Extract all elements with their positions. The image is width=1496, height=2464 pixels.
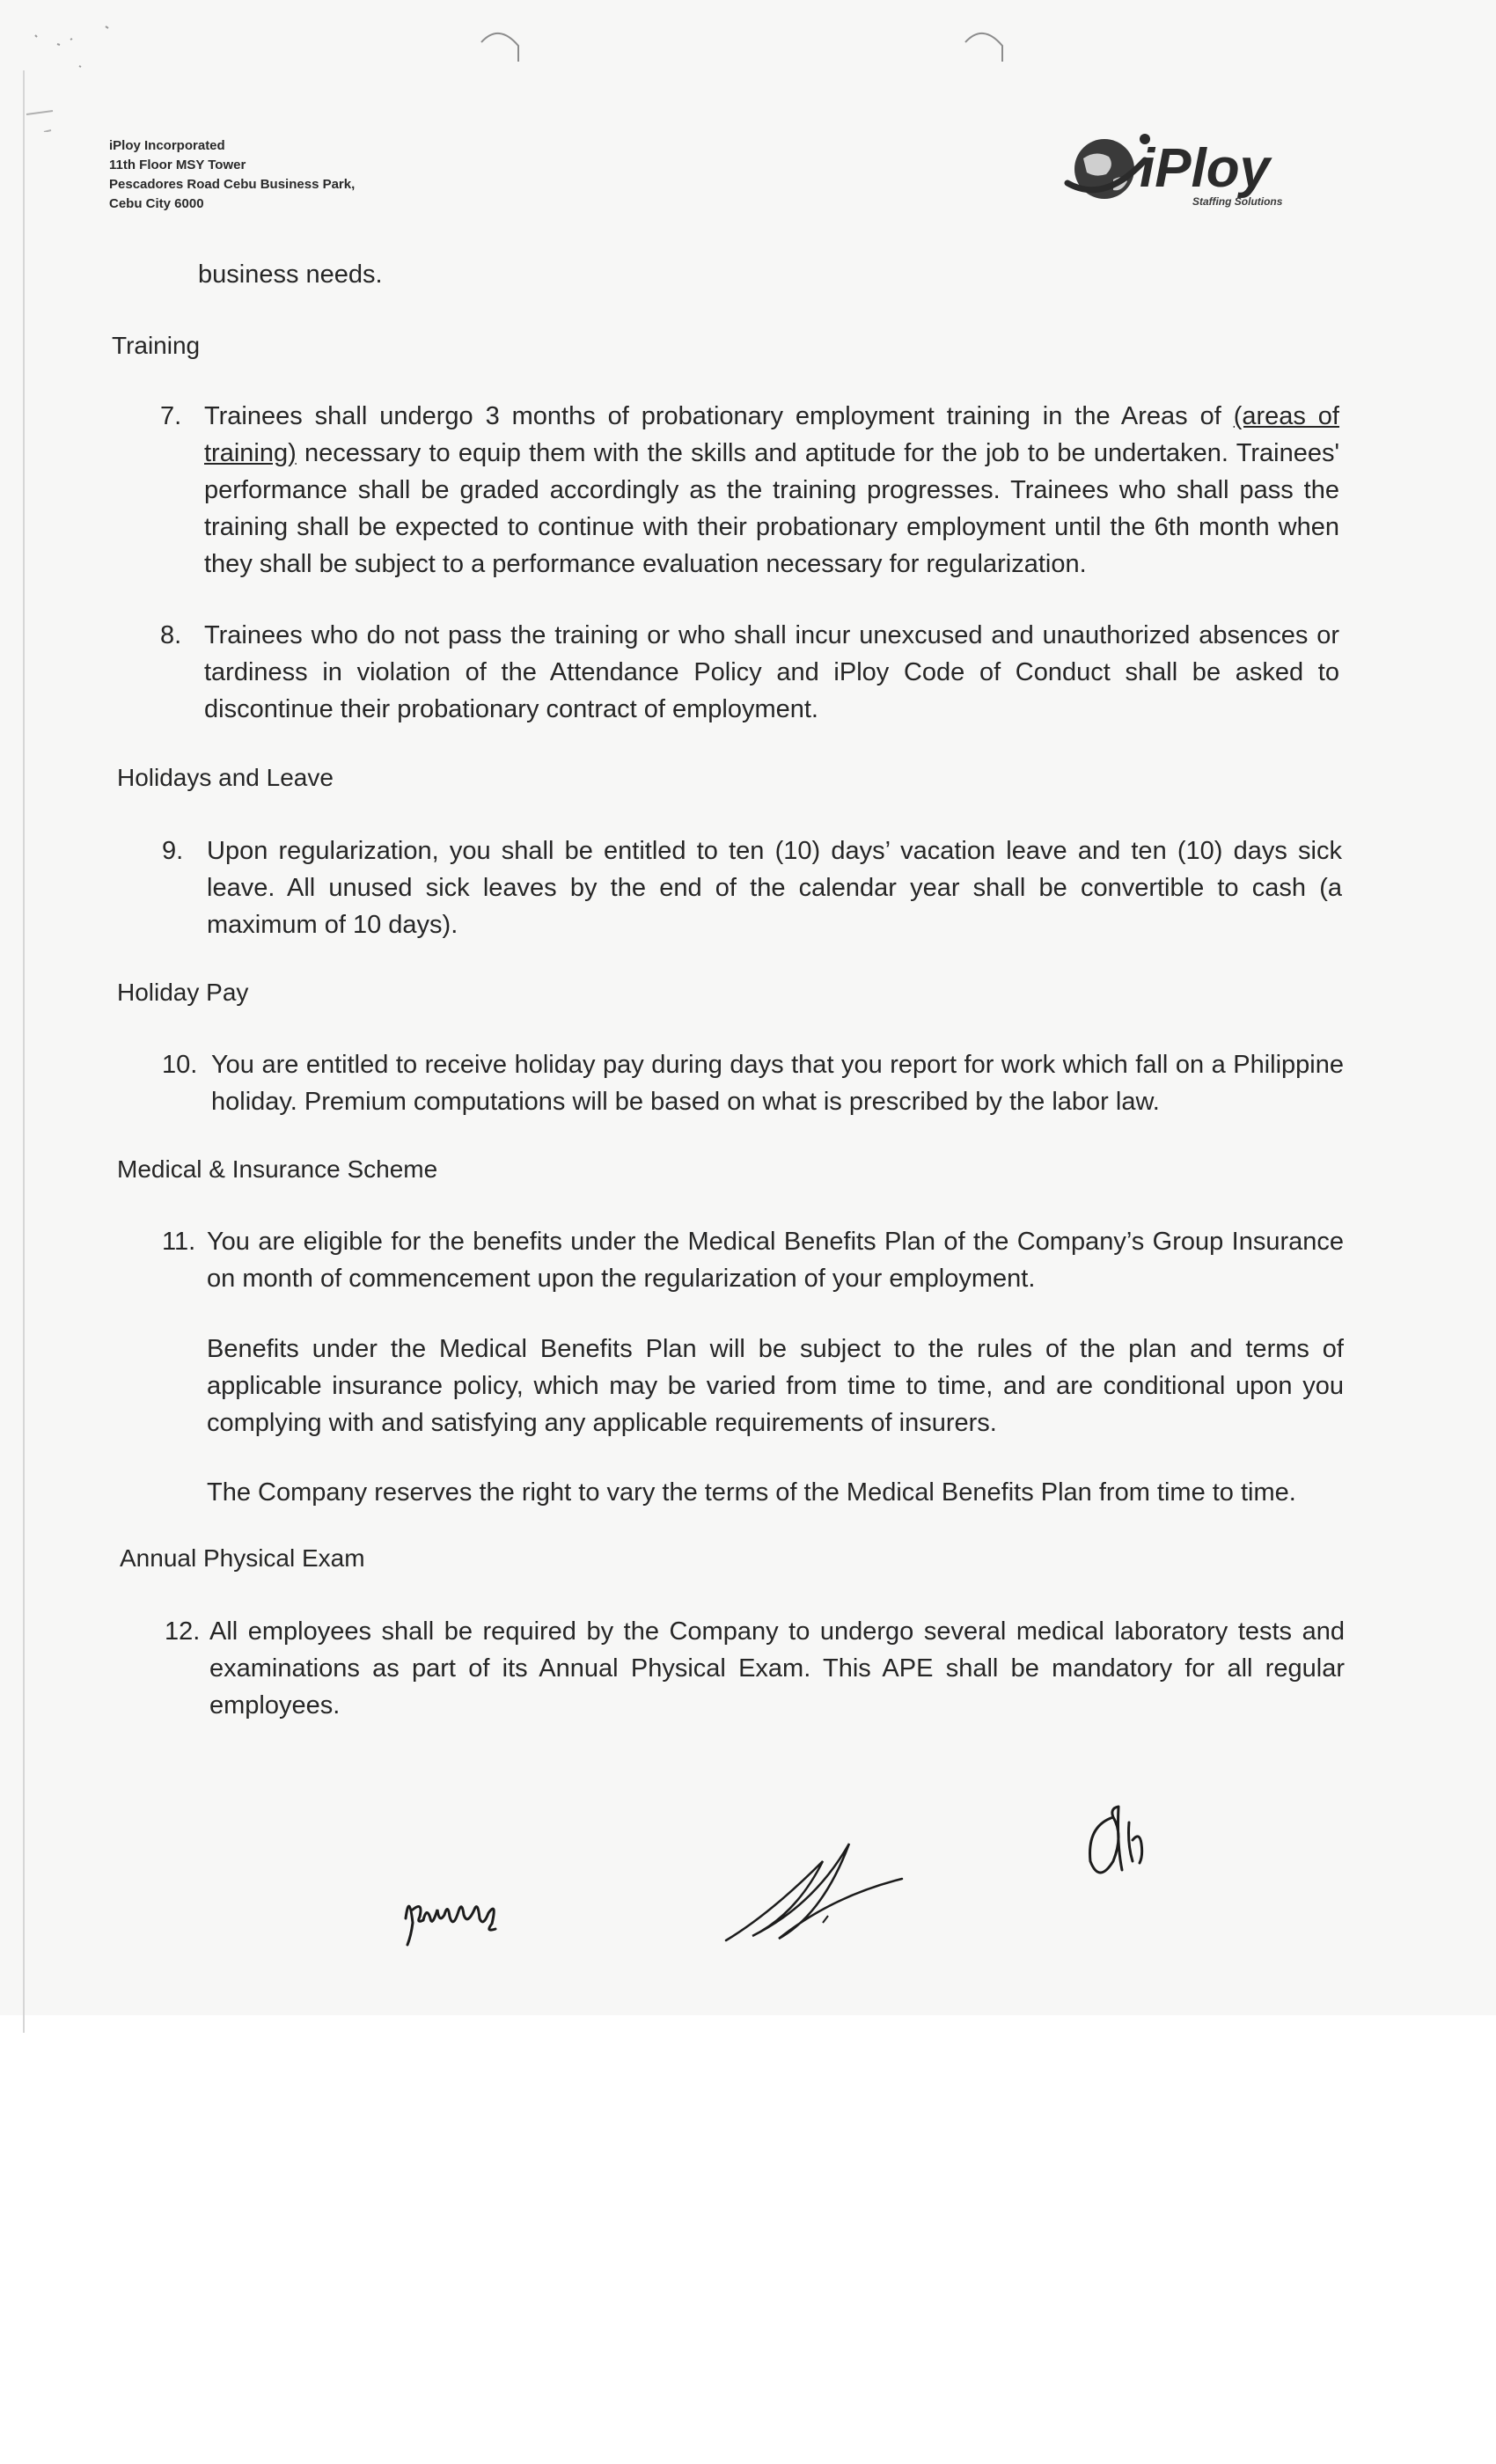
company-name: iPloy Incorporated — [109, 138, 225, 153]
punch-hole-mark — [480, 26, 524, 70]
continuation-text: business needs. — [198, 260, 383, 289]
item-number: 11. — [162, 1228, 196, 1256]
address-line: Pescadores Road Cebu Business Park, — [109, 177, 356, 192]
item-7-underlined-placeholder: (areas of training) — [204, 402, 1339, 467]
iploy-logo — [1060, 123, 1307, 211]
section-heading-holiday-pay: Holiday Pay — [117, 979, 249, 1006]
item-11-paragraph-3: The Company reserves the right to vary the terms of the Medical Benefits Plan from time to time. — [207, 1478, 1296, 1507]
section-heading-annual-physical-exam: Annual Physical Exam — [120, 1544, 365, 1572]
item-9-text: Upon regularization, you shall be entitled to ten (10) days’ vacation leave and ten (10) days sick leave. All unused sick leaves by the end of the calendar year shall be convertible to cash (a maximum of 10 days). — [207, 837, 1342, 939]
handwritten-initials-1 — [400, 1874, 524, 1954]
section-heading-holidays-leave: Holidays and Leave — [117, 764, 334, 791]
item-number: 10. — [162, 1051, 198, 1079]
item-number: 7. — [160, 402, 182, 430]
punch-hole-mark — [964, 26, 1008, 70]
item-12-text: All employees shall be required by the Company to undergo several medical laboratory tests and examinations as part of its Annual Physical Exam. This APE shall be mandatory for all regular employees. — [209, 1617, 1345, 1720]
address-line: Cebu City 6000 — [109, 196, 204, 211]
handwritten-signature — [717, 1835, 920, 1949]
company-address-block — [109, 136, 355, 214]
item-7-text — [204, 398, 1339, 583]
item-8-text: Trainees who do not pass the training or who shall incur unexcused and unauthorized absences or tardiness in violation of the Attendance Policy and iPloy Code of Conduct shall be asked to discontinue their probationary contract of employment. — [204, 621, 1339, 723]
item-11-paragraph-2: Benefits under the Medical Benefits Plan will be subject to the rules of the plan and terms of applicable insurance policy, which may be varied from time to time, and are conditional upon you complying with and satisfying any applicable requirements of insurers. — [207, 1335, 1344, 1437]
item-10-text: You are entitled to receive holiday pay during days that you report for work which fall on a Philippine holiday. Premium computations will be based on what is prescribed by the labor law. — [211, 1051, 1344, 1116]
item-number: 12. — [165, 1617, 201, 1646]
address-line: 11th Floor MSY Tower — [109, 158, 246, 172]
globe-icon — [1067, 134, 1150, 199]
scan-corner-marks — [18, 18, 176, 132]
section-heading-training: Training — [112, 332, 201, 359]
handwritten-initials-2 — [1078, 1800, 1184, 1888]
logo-tagline: Staffing Solutions — [1192, 195, 1283, 208]
logo-wordmark: iPloy — [1140, 138, 1271, 199]
item-11-text: You are eligible for the benefits under the Medical Benefits Plan of the Company’s Group Insurance on month of commencement upon the regularization of your employment. — [207, 1228, 1344, 1293]
item-7-text-start: Trainees shall undergo 3 months of probationary employment training in the Areas of — [204, 402, 1234, 430]
page-edge-shadow — [23, 70, 25, 2033]
item-number: 9. — [162, 837, 184, 865]
item-number: 8. — [160, 621, 182, 649]
item-7-text-end: necessary to equip them with the skills and aptitude for the job to be undertaken. Trainees' performance shall be graded accordingly as the training progresses. Trainees who shall pass the training shall be expected to continue with their probationary employment until the 6th month when they shall be subject to a performance evaluation necessary for regularization. — [204, 439, 1339, 578]
section-heading-medical-insurance: Medical & Insurance Scheme — [117, 1155, 438, 1183]
